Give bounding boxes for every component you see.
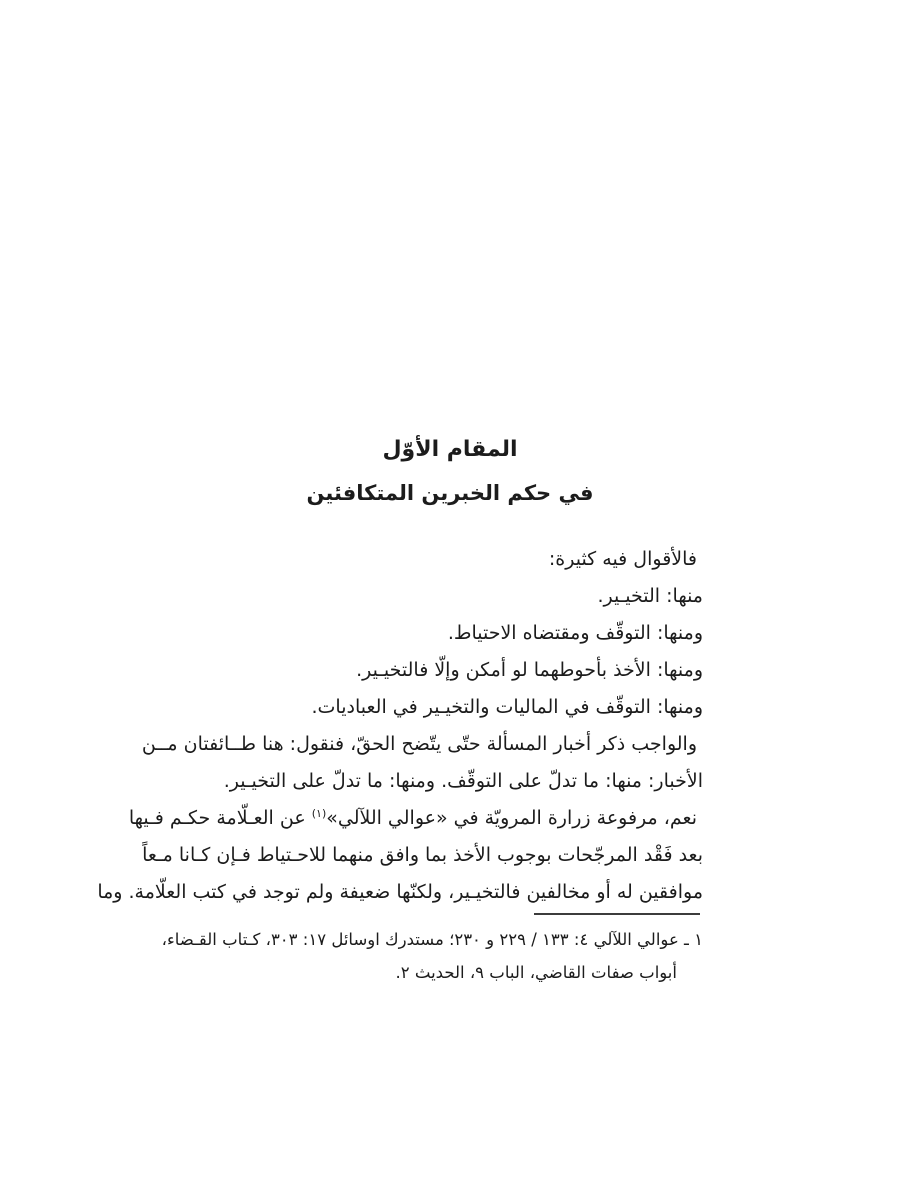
text-line: والواجب ذكر أخبار المسألة حتّى يتّضح الحقّ، فنقول: هنا طــائفتان مــن <box>141 733 697 755</box>
footnote-separator <box>534 913 700 915</box>
footnote-line: أبواب صفات القاضي، الباب ٩، الحديث ٢. <box>395 963 677 982</box>
footnote <box>161 923 703 989</box>
footnote-line: ١ ـ عوالي اللآلي ٤: ١٣٣ / ٢٢٩ و ٢٣٠؛ مستدرك اوسائل ١٧: ٣٠٣، كـتاب القـضاء، <box>161 930 703 949</box>
section-subheading: في حكم الخبرين المتكافئين <box>306 481 594 505</box>
text-line: الأخبار: منها: ما تدلّ على التوقّف. ومنها: ما تدلّ على التخيـير. <box>223 770 703 792</box>
text-line: منها: التخيـير. <box>597 585 703 607</box>
body-text <box>97 541 703 911</box>
text-line: بعد فَقْد المرجّحات بوجوب الأخذ بما وافق منهما للاحـتياط فـإن كـانا مـعاً <box>142 844 703 866</box>
section-heading: المقام الأوّل <box>382 437 518 462</box>
text-line <box>128 800 703 837</box>
text-line: فالأقوال فيه كثيرة: <box>548 548 697 570</box>
text-segment: عن العـلّامة حكـم فـيها <box>128 807 312 829</box>
text-line: موافقين له أو مخالفين فالتخيـير، ولكنّها ضعيفة ولم توجد في كتب العلّامة. وما <box>97 881 703 903</box>
text-segment: نعم، مرفوعة زرارة المرويّة في «عوالي اللآلي» <box>326 807 697 829</box>
footnote-reference-marker: (١) <box>311 807 327 820</box>
text-line: ومنها: التوقّف ومقتضاه الاحتياط. <box>447 622 703 644</box>
text-line: ومنها: التوقّف في الماليات والتخيـير في العباديات. <box>311 696 703 718</box>
text-line: ومنها: الأخذ بأحوطهما لو أمكن وإلّا فالتخيـير. <box>356 659 703 681</box>
